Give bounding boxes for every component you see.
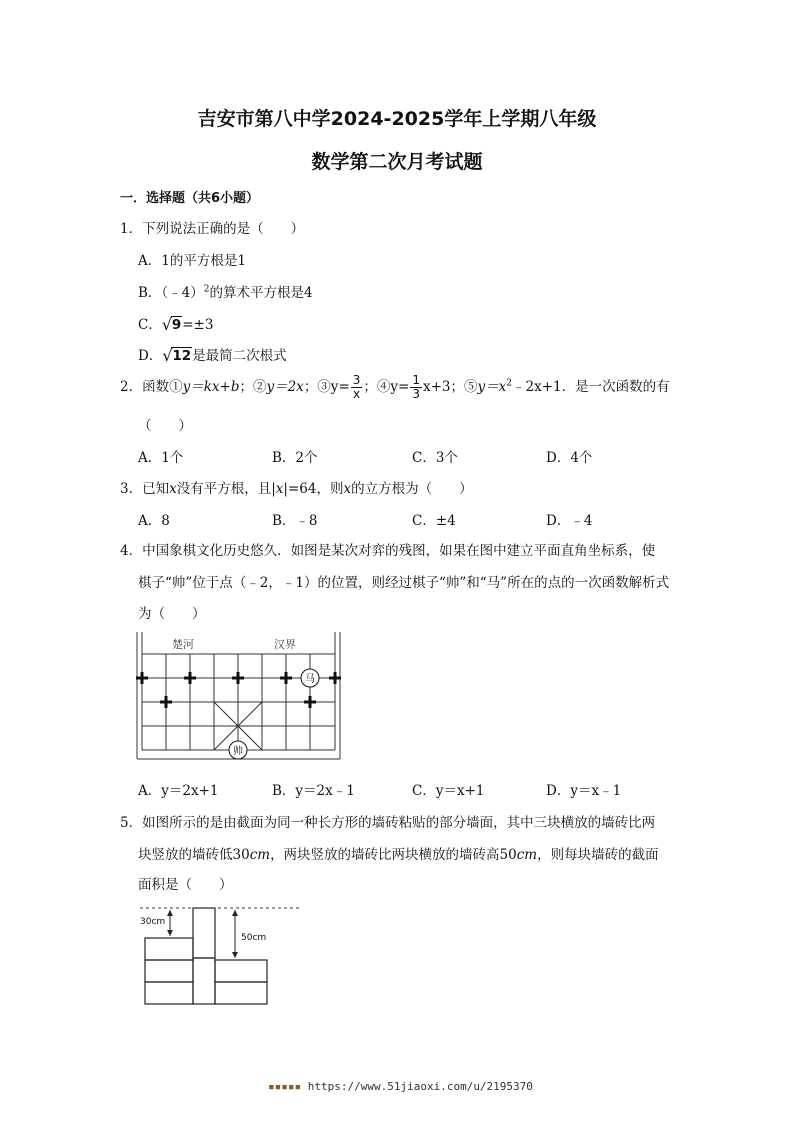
section-heading: 一．选择题（共6小题） (120, 191, 260, 206)
q2-option-b: B．2个 (272, 450, 318, 466)
river-text-right: 汉界 (274, 638, 296, 651)
q1-stem: 1．下列说法正确的是（ ） (120, 221, 305, 237)
sqrt-9: √ 9 (161, 315, 182, 334)
q3-option-d: D．﹣4 (546, 513, 593, 529)
q4-stem-line3: 为（ ） (138, 606, 206, 622)
q3-option-c: C．±4 (412, 513, 456, 529)
q4-option-b: B．y＝2x﹣1 (272, 783, 355, 799)
brick-wall-figure (140, 902, 300, 1010)
label-30cm: 30cm (140, 917, 166, 927)
q2-option-a: A．1个 (138, 450, 184, 466)
q5-stem-line3: 面积是（ ） (138, 877, 233, 893)
label-50cm: 50cm (241, 933, 267, 943)
chess-board-figure (134, 632, 344, 766)
q5-stem-line1: 5．如图所示的是由截面为同一种长方形的墙砖粘贴的部分墙面，其中三块横放的墙砖比两 (120, 815, 656, 831)
q2-stem: 2．函数①y＝kx+b；②y＝2x；③y= $\frac{3}{x}$ ；④y= $\frac{1}{3}$ x+3；$⑤y=x^2﹣2x+1$．是一次函数的有 (120, 373, 670, 401)
footer-watermark-url: ▪▪▪▪▪ https://www.51jiaoxi.com/u/2195370 (268, 1080, 533, 1093)
q3-option-a: A．8 (138, 513, 170, 529)
q1-option-c: C． √ 9=±3 (138, 315, 214, 334)
q5-stem-line2: 块竖放的墙砖低30cm，两块竖放的墙砖比两块横放的墙砖高50cm，则每块墙砖的截面 (138, 847, 659, 863)
piece-ma-label: 马 (305, 674, 315, 685)
fraction-3-over-x: $\frac{3}{x}$ (352, 373, 361, 401)
q4-stem-line2: 棋子“帅”位于点（﹣2，﹣1）的位置，则经过棋子“帅”和“马”所在的点的一次函数解析式 (138, 575, 670, 591)
q4-stem-line1: 4．中国象棋文化历史悠久．如图是某次对弈的残图，如果在图中建立平面直角坐标系，使 (120, 543, 656, 559)
q3-option-b: B．﹣8 (272, 513, 318, 529)
q2-answer-paren: （ ） (138, 418, 192, 434)
q1-option-d: D． √ 12是最简二次根式 (138, 346, 287, 365)
q4-option-d: D．y＝x﹣1 (546, 783, 622, 799)
exam-title-line1: 吉安市第八中学2024-2025学年上学期八年级 (197, 108, 597, 130)
q1-option-b: B．（﹣4）$^2$的算术平方根是4 (138, 284, 313, 301)
q4-option-a: A．y＝2x+1 (138, 783, 219, 799)
q1-option-a: A．1的平方根是1 (138, 253, 246, 269)
q2-option-d: D．4个 (546, 450, 593, 466)
fraction-1-over-3: $\frac{1}{3}$ (412, 373, 420, 401)
q3-stem: 3．已知x没有平方根，且|x|=64，则x的立方根为（ ） (120, 481, 473, 497)
footer-logo-icon: ▪▪▪▪▪ (268, 1080, 302, 1093)
piece-shuai-label: 帅 (233, 746, 243, 757)
sqrt-12: √ 12 (162, 346, 192, 365)
river-text-left: 楚河 (172, 638, 194, 651)
exam-title-line2: 数学第二次月考试题 (311, 151, 483, 173)
q4-option-c: C．y＝x+1 (412, 783, 485, 799)
q2-option-c: C．3个 (412, 450, 458, 466)
